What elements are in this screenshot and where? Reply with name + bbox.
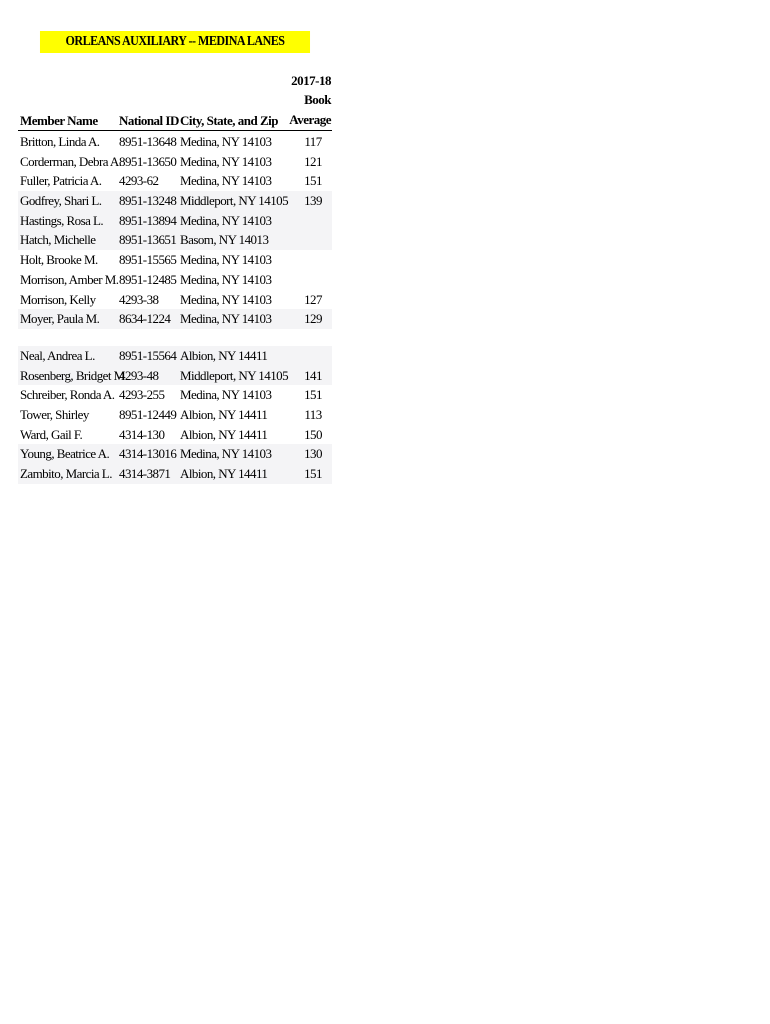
table-row <box>18 444 332 464</box>
table-row <box>18 171 332 191</box>
member-name: Ward, Gail F. <box>20 426 83 442</box>
header-city-state-zip: City, State, and Zip <box>180 113 278 128</box>
city-state-zip: Albion, NY 14411 <box>180 347 268 363</box>
book-average: 129 <box>304 311 322 327</box>
national-id: 8634-1224 <box>119 311 171 327</box>
city-state-zip: Basom, NY 14013 <box>180 232 269 248</box>
book-average: 127 <box>304 291 322 307</box>
table-row <box>18 132 332 152</box>
city-state-zip: Albion, NY 14411 <box>180 406 268 422</box>
header-avg-line3: Average <box>289 111 331 127</box>
member-name: Hastings, Rosa L. <box>20 212 104 228</box>
member-name: Zambito, Marcia L. <box>20 466 112 481</box>
city-state-zip: Albion, NY 14411 <box>180 426 268 442</box>
column-header-row <box>18 72 332 131</box>
book-average: 113 <box>304 406 322 422</box>
book-average: 139 <box>304 193 322 209</box>
table-row <box>18 191 332 211</box>
book-average: 117 <box>304 134 322 149</box>
national-id: 4314-3871 <box>119 466 171 481</box>
national-id: 8951-12485 <box>119 271 177 287</box>
national-id: 4314-130 <box>119 426 165 442</box>
national-id: 4293-38 <box>119 291 159 307</box>
city-state-zip: Medina, NY 14103 <box>180 291 272 307</box>
national-id: 8951-13651 <box>119 232 177 248</box>
member-table-body <box>18 132 332 484</box>
header-book-average <box>289 71 331 130</box>
book-average: 151 <box>304 387 322 403</box>
national-id: 4314-13016 <box>119 446 177 462</box>
member-name: Corderman, Debra A. <box>20 153 122 169</box>
header-member-name: Member Name <box>20 113 98 128</box>
city-state-zip: Medina, NY 14103 <box>180 446 272 462</box>
book-average: 151 <box>304 173 322 189</box>
national-id: 8951-15564 <box>119 347 177 363</box>
member-name: Morrison, Kelly <box>20 291 96 307</box>
member-name: Schreiber, Ronda A. <box>20 387 115 403</box>
member-name: Neal, Andrea L. <box>20 347 95 363</box>
member-name: Morrison, Amber M. <box>20 271 119 287</box>
book-average: 130 <box>304 446 322 462</box>
national-id: 4293-48 <box>119 367 159 383</box>
header-avg-line1: 2017-18 <box>291 72 331 88</box>
book-average: 141 <box>304 367 322 383</box>
member-name: Britton, Linda A. <box>20 134 100 149</box>
city-state-zip: Medina, NY 14103 <box>180 173 272 189</box>
city-state-zip: Medina, NY 14103 <box>180 271 272 287</box>
national-id: 4293-255 <box>119 387 165 403</box>
table-row <box>18 211 332 231</box>
table-row <box>18 385 332 405</box>
header-avg-line2: Book <box>304 92 331 107</box>
city-state-zip: Medina, NY 14103 <box>180 134 272 149</box>
book-average: 151 <box>304 466 322 481</box>
member-name: Godfrey, Shari L. <box>20 193 102 209</box>
sheet-title: ORLEANS AUXILIARY -- MEDINA LANES <box>40 31 310 53</box>
header-national-id: National ID <box>119 113 179 128</box>
book-average: 121 <box>304 153 322 169</box>
national-id: 8951-15565 <box>119 252 177 268</box>
city-state-zip: Middleport, NY 14105 <box>180 193 289 209</box>
city-state-zip: Middleport, NY 14105 <box>180 367 289 383</box>
table-row <box>18 152 332 172</box>
table-row <box>18 405 332 425</box>
national-id: 8951-13650 <box>119 153 177 169</box>
city-state-zip: Medina, NY 14103 <box>180 387 272 403</box>
city-state-zip: Medina, NY 14103 <box>180 311 272 327</box>
member-name: Moyer, Paula M. <box>20 311 100 327</box>
member-name: Hatch, Michelle <box>20 232 96 248</box>
member-name: Fuller, Patricia A. <box>20 173 102 189</box>
table-row <box>18 366 332 386</box>
city-state-zip: Medina, NY 14103 <box>180 252 272 268</box>
book-average: 150 <box>304 426 322 442</box>
city-state-zip: Medina, NY 14103 <box>180 212 272 228</box>
national-id: 8951-13248 <box>119 193 177 209</box>
table-row <box>18 230 332 250</box>
national-id: 8951-12449 <box>119 406 177 422</box>
national-id: 8951-13894 <box>119 212 177 228</box>
member-name: Young, Beatrice A. <box>20 446 110 462</box>
city-state-zip: Medina, NY 14103 <box>180 153 272 169</box>
member-name: Rosenberg, Bridget M. <box>20 367 128 383</box>
table-row <box>18 250 332 270</box>
city-state-zip: Albion, NY 14411 <box>180 466 268 481</box>
national-id: 8951-13648 <box>119 134 177 149</box>
member-name: Tower, Shirley <box>20 406 89 422</box>
table-row <box>18 290 332 310</box>
table-row <box>18 464 332 484</box>
table-row <box>18 346 332 366</box>
roster-sheet <box>18 31 332 484</box>
table-row <box>18 425 332 445</box>
member-name: Holt, Brooke M. <box>20 252 98 268</box>
national-id: 4293-62 <box>119 173 159 189</box>
table-row <box>18 270 332 290</box>
table-row <box>18 309 332 329</box>
